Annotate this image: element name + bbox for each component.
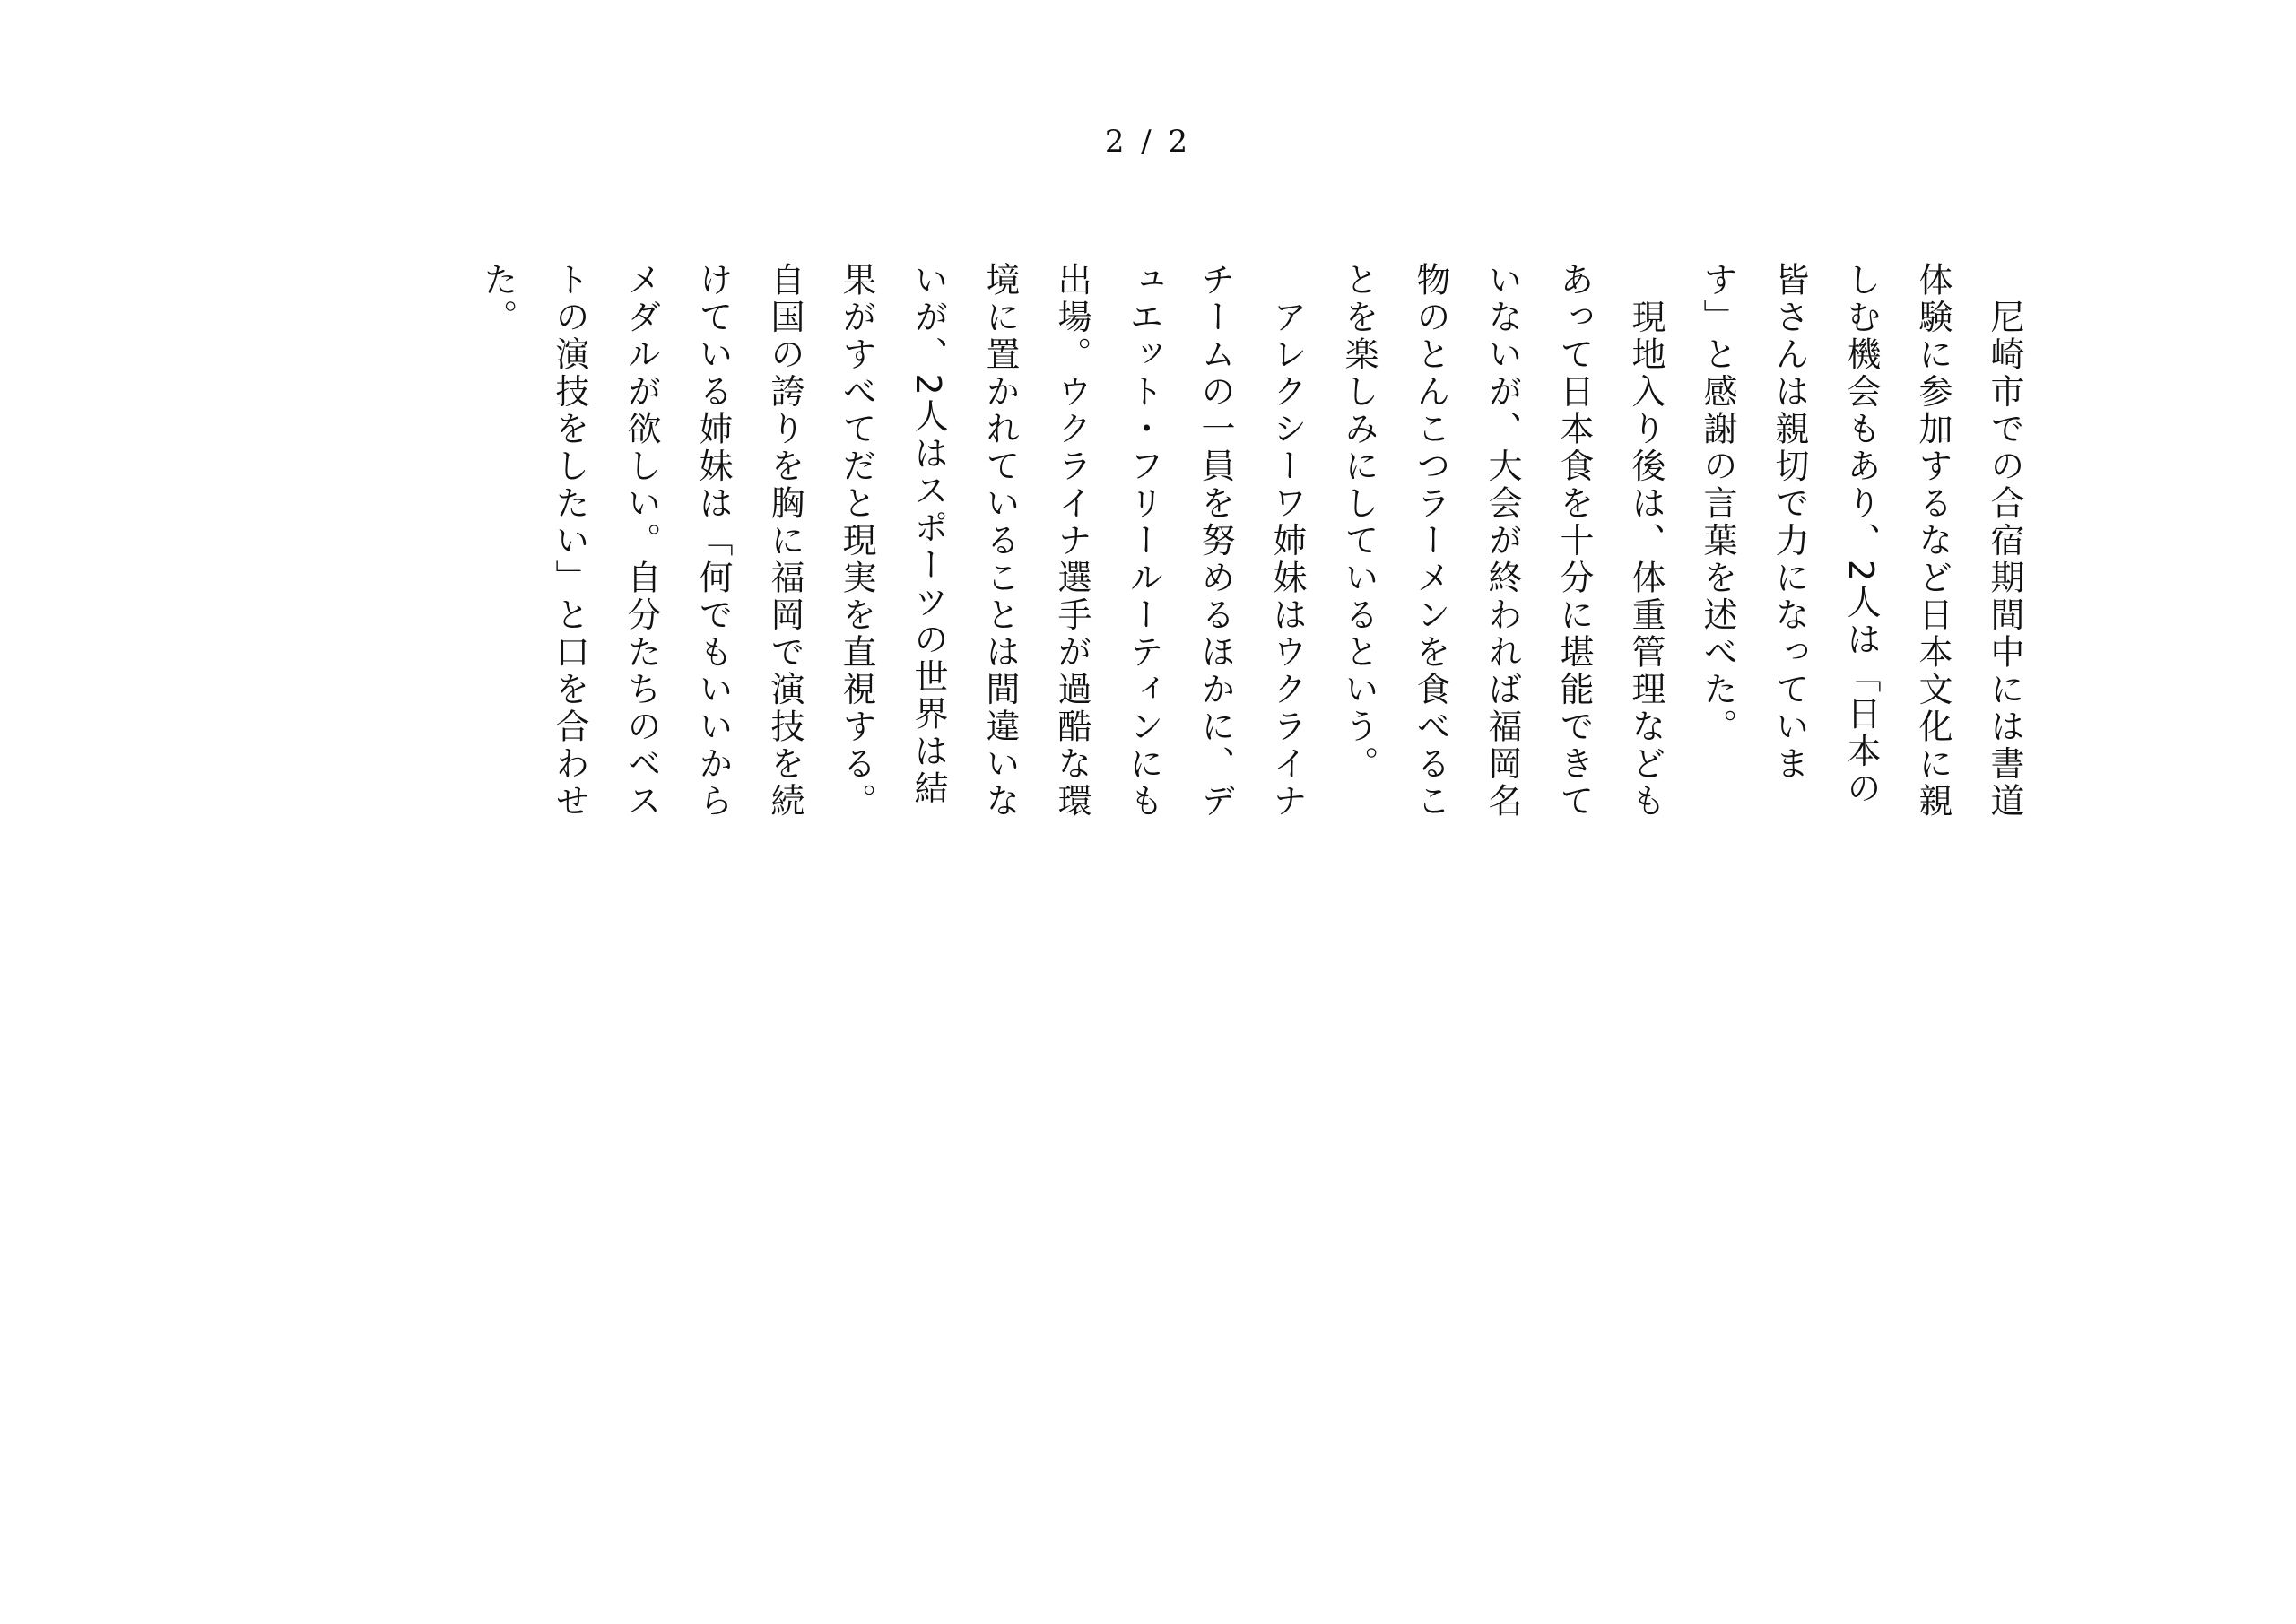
text-column: す」と感謝の言葉を述べた。 [1698, 262, 1737, 746]
article-body [462, 262, 2040, 821]
text-column: 果がすべてだと現実を直視する。 [837, 262, 876, 821]
text-column: アレクシーワ姉妹はウクライナ [1267, 262, 1307, 821]
text-column: いが、2人はスポーツの世界は結 [909, 262, 948, 808]
text-column: た。 [478, 262, 517, 336]
text-column: けている姉妹は「何でもいいから [693, 262, 733, 821]
page-number: 2 / 2 [1104, 124, 1192, 160]
text-column: ュエット・フリールーティンにも [1124, 262, 1163, 821]
text-column: いないが、大会が終われば福岡名 [1483, 262, 1522, 821]
text-column: とを楽しみにしているという。 [1339, 262, 1378, 783]
text-column: メダルが欲しい。自分たちのベス [622, 262, 661, 821]
text-column: 出場。ウクライナ選手が過酷な環 [1052, 262, 1091, 821]
text-column: 境に置かれていることは間違いな [980, 262, 1020, 821]
text-column: 体験に参加するなど日本文化に親 [1913, 262, 1952, 821]
text-column: あって日本食を十分に堪能できて [1554, 262, 1594, 821]
text-column: トの演技をしたい」と口を合わせ [550, 262, 589, 821]
text-column: 皆さんは親切で力になっていま [1770, 262, 1809, 783]
text-column: しむ機会もあり、2人は「日本の [1841, 262, 1881, 808]
text-column: 自国の誇りを胸に福岡で演技を続 [765, 262, 804, 821]
text-column: 尼崎市での合宿期間中には書道 [1985, 262, 2024, 821]
text-column: チームの一員を努めるほかに、デ [1196, 262, 1235, 821]
text-column: 現地入り後は、体重管理なども [1626, 262, 1665, 821]
text-column: 物のとんこつラーメンを食べるこ [1411, 262, 1450, 821]
